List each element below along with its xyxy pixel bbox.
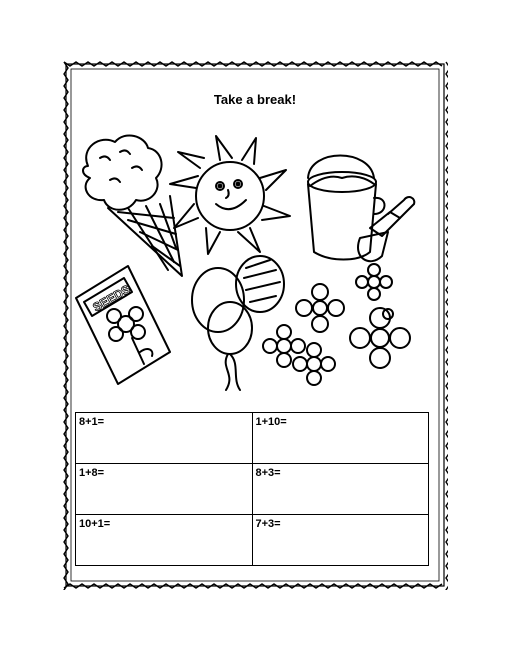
table-row	[76, 464, 429, 515]
ice-cream-cone-icon	[83, 135, 182, 276]
table-row	[76, 515, 429, 566]
math-problems-table	[75, 412, 429, 566]
problem-cell[interactable]: 7+3=	[252, 515, 429, 566]
sun-icon	[170, 136, 290, 254]
problem-cell[interactable]: 10+1=	[76, 515, 253, 566]
table-row	[76, 413, 429, 464]
problem-cell[interactable]: 1+8=	[76, 464, 253, 515]
balloons-icon	[192, 256, 284, 390]
seed-packet-icon	[76, 266, 170, 384]
seed-packet-label: SEEDS	[90, 282, 133, 315]
problem-cell[interactable]: 8+3=	[252, 464, 429, 515]
problem-cell[interactable]: 1+10=	[252, 413, 429, 464]
sand-pail-icon	[308, 156, 414, 262]
flowers-icon	[263, 264, 410, 385]
problem-cell[interactable]: 8+1=	[76, 413, 253, 464]
coloring-illustration	[70, 128, 440, 398]
page-title: Take a break!	[213, 92, 297, 107]
